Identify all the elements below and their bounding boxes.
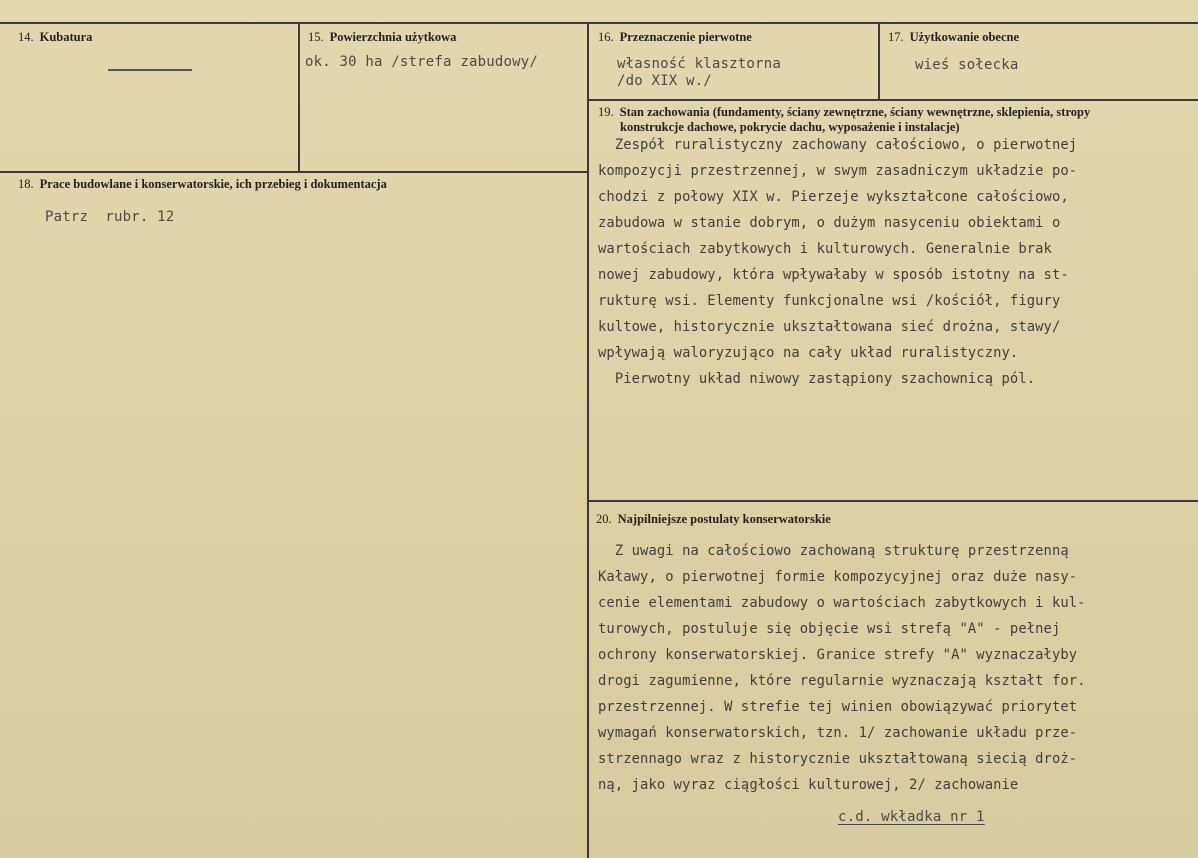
- field-15-value: ok. 30 ha /strefa zabudowy/: [305, 54, 538, 70]
- field-19-text: [598, 132, 1077, 392]
- field-20-line: cenie elementami zabudowy o wartościach zabytkowych i kul-: [598, 595, 1086, 611]
- field-20-line: drogi zagumienne, które regularnie wyznaczają kształt for.: [598, 673, 1086, 689]
- field-19-label: 19. Stan zachowania (fundamenty, ściany zewnętrzne, ściany wewnętrzne, sklepienia, stropy: [598, 105, 1091, 119]
- top-border: [0, 22, 1198, 24]
- field-20-line: przestrzennej. W strefie tej winien obowiązywać priorytet: [598, 699, 1078, 715]
- field-15-label: 15. Powierzchnia użytkowa: [308, 30, 457, 44]
- field-19-line: rukturę wsi. Elementy funkcjonalne wsi /kościół, figury: [598, 293, 1061, 309]
- field-19-line: kultowe, historycznie ukształtowana sieć drożna, stawy/: [598, 319, 1061, 335]
- field-20-line: Z uwagi na całościowo zachowaną strukturę przestrzenną: [598, 543, 1069, 559]
- field-19-line: kompozycji przestrzennej, w swym zasadniczym układzie po-: [598, 163, 1078, 179]
- field-20-line: ochrony konserwatorskiej. Granice strefy "A" wyznaczałyby: [598, 647, 1078, 663]
- field-20-line: Kaławy, o pierwotnej formie kompozycyjnej oraz duże nasy-: [598, 569, 1078, 585]
- divider-14-15: [298, 22, 300, 172]
- field-18-value: Patrz rubr. 12: [45, 209, 175, 225]
- field-19-line: Zespół ruralistyczny zachowany całościowo, o pierwotnej: [598, 137, 1078, 153]
- field-19-line: nowej zabudowy, która wpływałaby w sposób istotny na st-: [598, 267, 1069, 283]
- field-16-value-line-2: /do XIX w./: [617, 73, 712, 89]
- field-18-label: 18. Prace budowlane i konserwatorskie, ich przebieg i dokumentacja: [18, 177, 387, 191]
- field-19-line: wartościach zabytkowych i kulturowych. Generalnie brak: [598, 241, 1052, 257]
- field-20-text: [598, 538, 1086, 798]
- field-19-line: Pierwotny układ niwowy zastąpiony szachownicą pól.: [598, 371, 1036, 387]
- field-20-label: 20. Najpilniejsze postulaty konserwatorskie: [596, 512, 831, 526]
- row-divider-16-19: [588, 99, 1198, 101]
- field-20-line: wymagań konserwatorskich, tzn. 1/ zachowanie układu prze-: [598, 725, 1078, 741]
- field-20-line: ną, jako wyraz ciągłości kulturowej, 2/ zachowanie: [598, 777, 1019, 793]
- field-14-empty-dash: [108, 69, 192, 71]
- divider-left-right: [587, 22, 589, 858]
- field-19-label-cont: konstrukcje dachowe, pokrycie dachu, wyposażenie i instalacje): [620, 120, 960, 134]
- field-20-line: strzennago wraz z historycznie ukształtowaną siecią droż-: [598, 751, 1078, 767]
- field-16-value-line-1: własność klasztorna: [617, 56, 781, 72]
- field-17-value: wieś sołecka: [915, 57, 1019, 73]
- divider-16-17: [878, 22, 880, 100]
- field-16-label: 16. Przeznaczenie pierwotne: [598, 30, 752, 44]
- field-20-continuation-note: c.d. wkładka nr 1: [838, 809, 985, 825]
- field-19-line: zabudowa w stanie dobrym, o dużym nasyceniu obiektami o: [598, 215, 1061, 231]
- row-divider-14-18: [0, 171, 588, 173]
- field-14-label: 14. Kubatura: [18, 30, 93, 44]
- field-17-label: 17. Użytkowanie obecne: [888, 30, 1019, 44]
- row-divider-19-20: [588, 500, 1198, 502]
- field-19-line: wpływają waloryzująco na cały układ ruralistyczny.: [598, 345, 1019, 361]
- field-20-line: turowych, postuluje się objęcie wsi strefą "A" - pełnej: [598, 621, 1061, 637]
- field-19-line: chodzi z połowy XIX w. Pierzeje wykształcone całościowo,: [598, 189, 1069, 205]
